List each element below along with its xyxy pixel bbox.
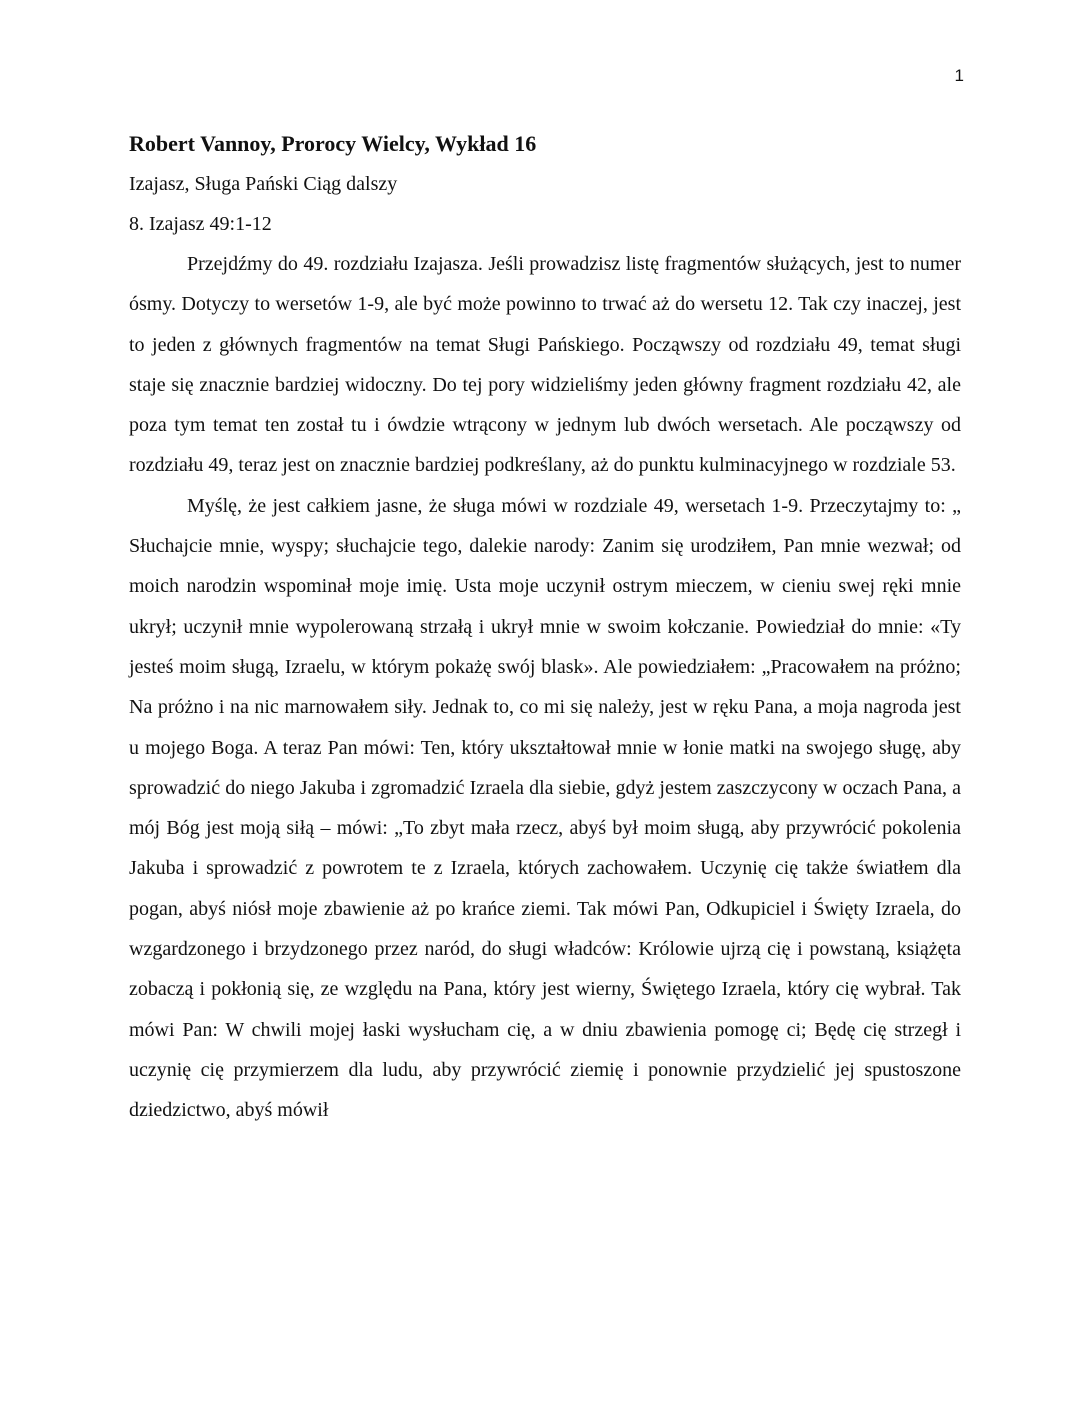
section-heading: 8. Izajasz 49:1-12 (129, 213, 272, 235)
document-body (129, 124, 961, 1131)
paragraph: Przejdźmy do 49. rozdziału Izajasza. Jeśli prowadzisz listę fragmentów służących, jest to numer ósmy. Dotyczy to wersetów 1-9, ale być może powinno to trwać aż do wersetu 12. Tak czy inaczej, jest to jeden z głównych fragmentów na temat Sługi Pańskiego. Począwszy od rozdziału 49, temat sługi staje się znacznie bardziej widoczny. Do tej pory widzieliśmy jeden główny fragment rozdziału 42, ale poza tym temat ten został tu i ówdzie wtrącony w jednym lub dwóch wersetach. Ale począwszy od rozdziału 49, teraz jest on znacznie bardziej podkreślany, aż do punktu kulminacyjnego w rozdziale 53. (129, 253, 961, 477)
page-number: 1 (954, 66, 964, 85)
document-title: Robert Vannoy, Prorocy Wielcy, Wykład 16 (129, 131, 537, 156)
document-subtitle: Izajasz, Sługa Pański Ciąg dalszy (129, 173, 398, 195)
paragraph: Myślę, że jest całkiem jasne, że sługa mówi w rozdziale 49, wersetach 1-9. Przeczytajmy to: „ Słuchajcie mnie, wyspy; słuchajcie tego, dalekie narody: Zanim się urodziłem, Pan mnie wezwał; od moich narodzin wspominał moje imię. Usta moje uczynił ostrym mieczem, w cieniu swej ręki mnie ukrył; uczynił mnie wypolerowaną strzałą i ukrył mnie w swoim kołczanie. Powiedział do mnie: «Ty jesteś moim sługą, Izraelu, w którym pokażę swój blask». Ale powiedziałem: „Pracowałem na próżno; Na próżno i na nic marnowałem siły. Jednak to, co mi się należy, jest w ręku Pana, a moja nagroda jest u mojego Boga. A teraz Pan mówi: Ten, który ukształtował mnie w łonie matki na swojego sługę, aby sprowadzić do niego Jakuba i zgromadzić Izraela dla siebie, gdyż jestem zaszczycony w oczach Pana, a mój Bóg jest moją siłą – mówi: „To zbyt mała rzecz, abyś był moim sługą, aby przywrócić pokolenia Jakuba i sprowadzić z powrotem te z Izraela, których zachowałem. Uczynię cię także światłem dla pogan, abyś niósł moje zbawienie aż po krańce ziemi. Tak mówi Pan, Odkupiciel i Święty Izraela, do wzgardzonego i brzydzonego przez naród, do sługi władców: Królowie ujrzą cię i powstaną, książęta zobaczą i pokłonią się, ze względu na Pana, który jest wierny, Świętego Izraela, który cię wybrał. Tak mówi Pan: W chwili mojej łaski wysłucham cię, a w dniu zbawienia pomogę ci; Będę cię strzegł i uczynię cię przymierzem dla ludu, aby przywrócić ziemię i ponownie przydzielić jej spustoszone dziedzictwo, abyś mówił (129, 494, 961, 1122)
